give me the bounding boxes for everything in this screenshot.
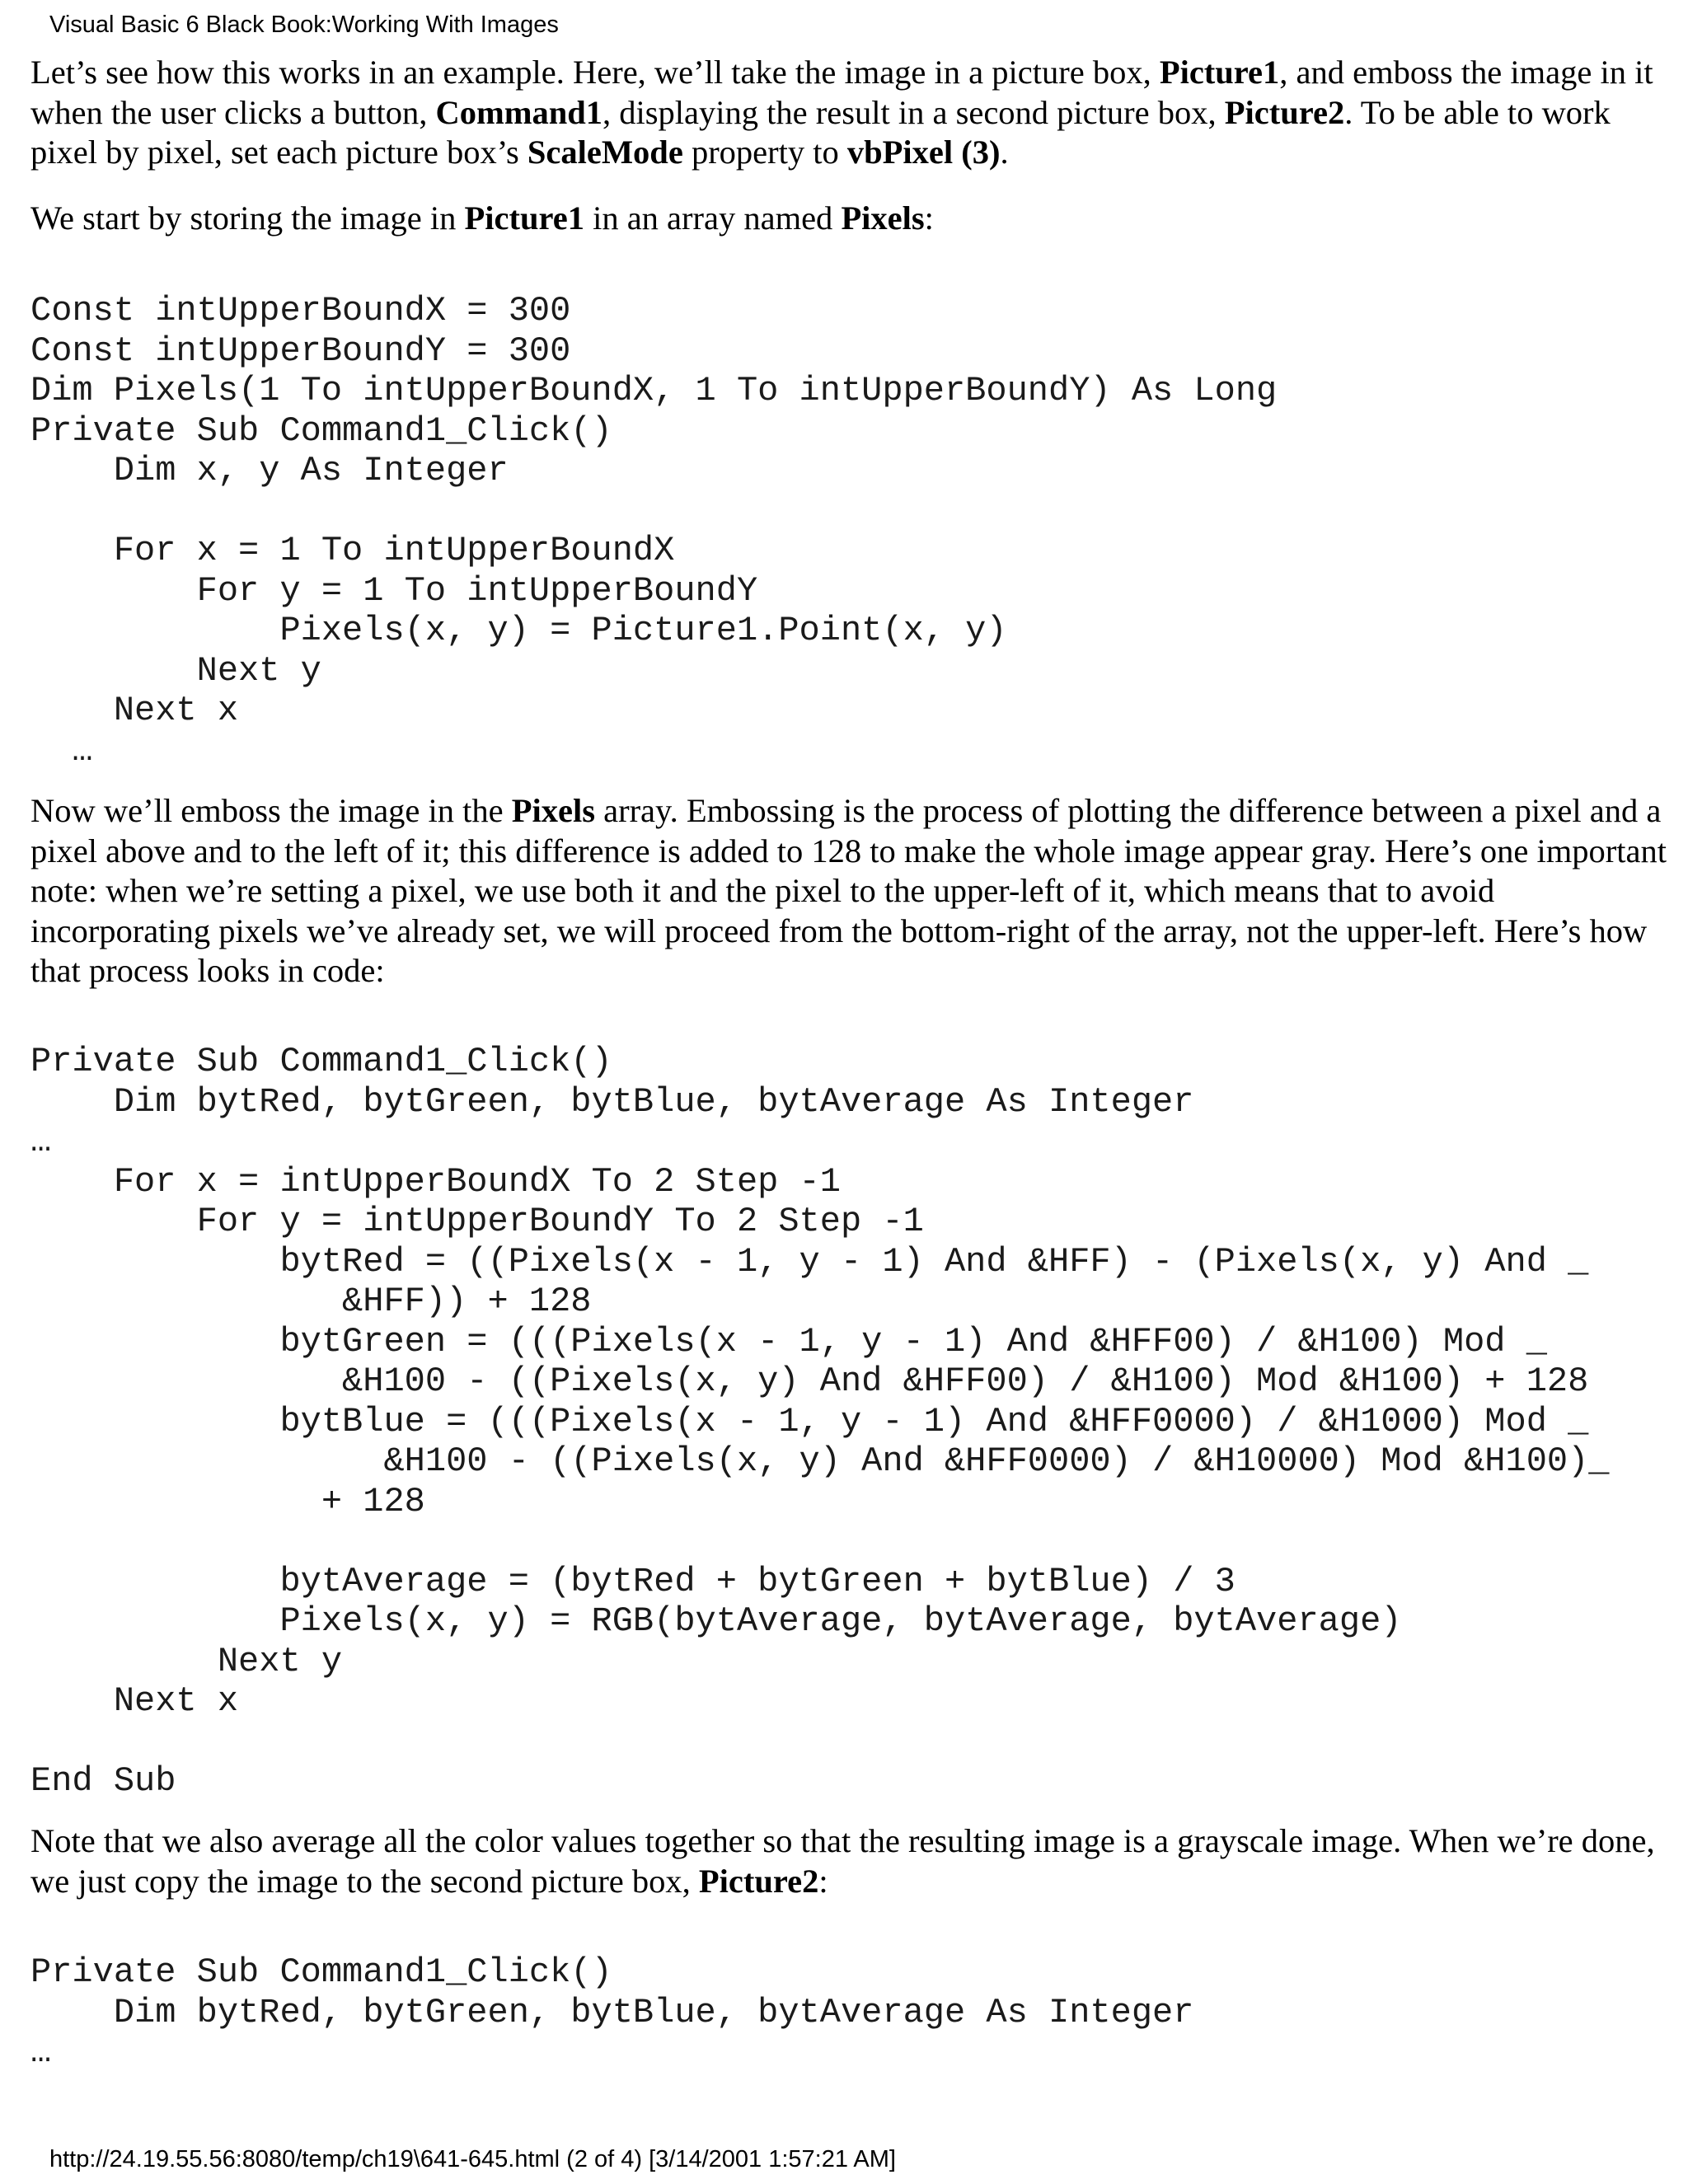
paragraph-intro: [30, 53, 1671, 173]
text-run: , and emboss the image in it when the user clicks a button,: [30, 54, 1653, 131]
paragraph-store-image: [30, 199, 1671, 239]
bold-term-command1: Command1: [435, 93, 603, 131]
text-run: . To be able to work pixel by pixel, set each picture box’s: [30, 93, 1611, 171]
code-block-copy-image: Private Sub Command1_Click() Dim bytRed, bytGreen, bytBlue, bytAverage As Integer …: [30, 1952, 1194, 2072]
text-run: in an array named: [584, 199, 842, 237]
page-header-title: Visual Basic 6 Black Book:Working With Images: [49, 12, 559, 38]
text-run: Let’s see how this works in an example. Here, we’ll take the image in a picture box,: [30, 54, 1160, 91]
text-run: .: [1000, 134, 1009, 171]
bold-term-scalemode: ScaleMode: [527, 134, 683, 171]
page-footer-url: http://24.19.55.56:8080/temp/ch19\641-645.html (2 of 4) [3/14/2001 1:57:21 AM]: [49, 2146, 896, 2172]
bold-term-picture2: Picture2: [1224, 93, 1345, 131]
bold-term-picture1: Picture1: [1159, 54, 1280, 91]
code-block-emboss: Private Sub Command1_Click() Dim bytRed, bytGreen, bytBlue, bytAverage As Integer … For x = intUpperBoundX To 2 Step -1 For y = intUpperBoundY To 2 Step -1 bytRed = ((Pixels(x - 1, y - 1) And &HFF) - (Pixels(x, y) And _ &HFF)) + 128 bytGreen = (((Pixels(x - 1, y - 1) And &HFF00) / &H100) Mod _ &H100 - ((Pixels(x, y) And &HFF00) / &H100) Mod &H100) + 128 bytBlue = (((Pixels(x - 1, y - 1) And &HFF0000) / &H1000) Mod _ &H100 - ((Pixels(x, y) And &HFF0000) / &H10000) Mod &H100)_ + 128 bytAverage = (bytRed + bytGreen + bytBlue) / 3 Pixels(x, y) = RGB(bytAverage, bytAverage, bytAverage) Next y Next x End Sub: [30, 1042, 1610, 1801]
text-run: Note that we also average all the color values together so that the resulting image is a grayscale image. When we’re done, we just copy the image to the second picture box,: [30, 1822, 1655, 1900]
text-run: We start by storing the image in: [30, 199, 465, 237]
bold-term-pixels: Pixels: [511, 792, 595, 829]
code-block-store-pixels: Const intUpperBoundX = 300 Const intUpperBoundY = 300 Dim Pixels(1 To intUpperBoundX, 1 To intUpperBoundY) As Long Private Sub Command1_Click() Dim x, y As Integer For x = 1 To intUpperBoundX For y = 1 To intUpperBoundY Pixels(x, y) = Picture1.Point(x, y) Next y Next x …: [30, 291, 1278, 771]
text-run: Now we’ll emboss the image in the: [30, 792, 512, 829]
bold-term-vbpixel: vbPixel (3): [846, 134, 1001, 171]
text-run: :: [818, 1862, 828, 1900]
bold-term-picture2: Picture2: [698, 1862, 819, 1900]
bold-term-pixels: Pixels: [841, 199, 925, 237]
bold-term-picture1: Picture1: [464, 199, 584, 237]
text-run: :: [924, 199, 934, 237]
text-run: array. Embossing is the process of plotting the difference between a pixel and a pixel above and to the left of it; this difference is added to 128 to make the whole image appear gray. Here’s one important note: when we’re setting a pixel, we use both it and the pixel to the upper-left of it, which means that to avoid incorporating pixels we’ve already set, we will proceed from the bottom-right of the array, not the upper-left. Here’s how that process looks in code:: [30, 792, 1667, 989]
text-run: , displaying the result in a second picture box,: [603, 93, 1225, 131]
text-run: property to: [682, 134, 847, 171]
paragraph-grayscale: [30, 1821, 1671, 1901]
paragraph-emboss: [30, 791, 1671, 991]
